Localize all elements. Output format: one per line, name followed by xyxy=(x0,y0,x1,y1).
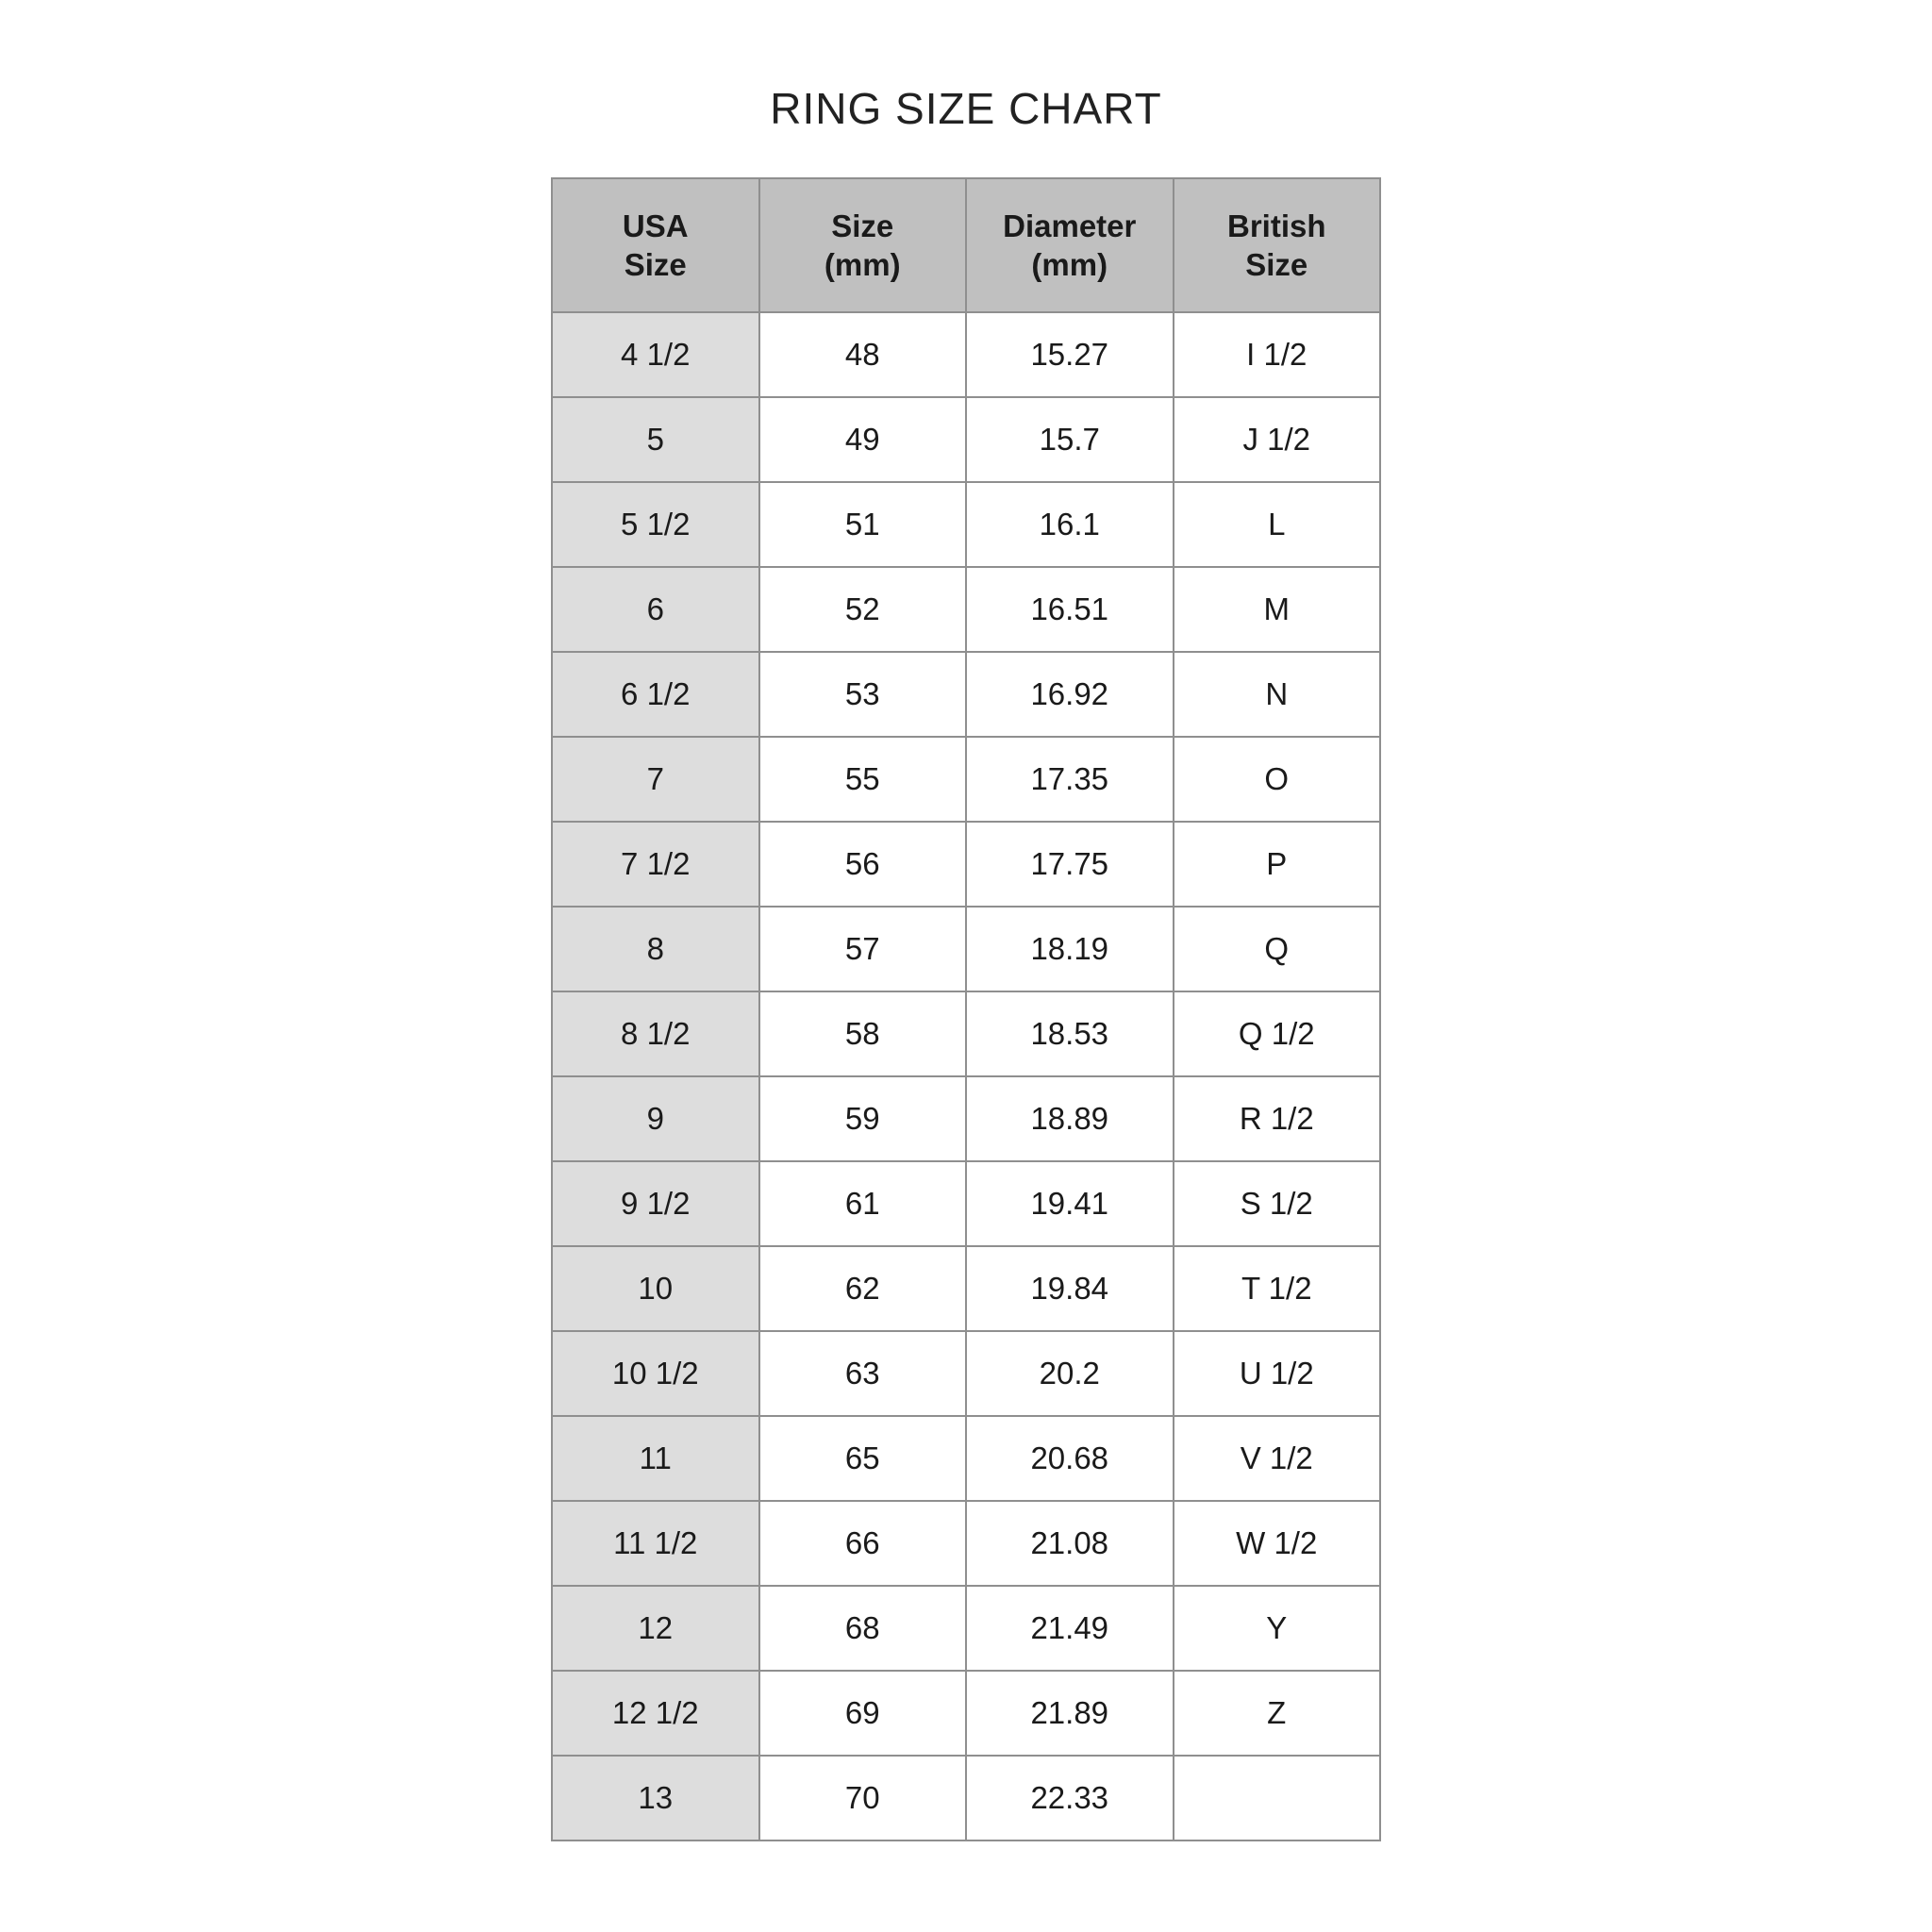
cell-british-size: S 1/2 xyxy=(1174,1161,1381,1246)
cell-usa-size: 6 xyxy=(552,567,759,652)
cell-size-mm: 55 xyxy=(759,737,967,822)
cell-diameter-mm: 21.49 xyxy=(966,1586,1174,1671)
column-header-british-size-line2: Size xyxy=(1245,247,1308,282)
cell-diameter-mm: 20.2 xyxy=(966,1331,1174,1416)
cell-usa-size: 7 1/2 xyxy=(552,822,759,907)
cell-size-mm: 48 xyxy=(759,312,967,397)
cell-british-size: W 1/2 xyxy=(1174,1501,1381,1586)
cell-british-size: N xyxy=(1174,652,1381,737)
column-header-usa-size-line2: Size xyxy=(624,247,687,282)
cell-usa-size: 11 xyxy=(552,1416,759,1501)
column-header-diameter-mm xyxy=(966,178,1174,312)
column-header-british-size-line1: British xyxy=(1226,208,1326,243)
cell-size-mm: 69 xyxy=(759,1671,967,1756)
cell-diameter-mm: 16.92 xyxy=(966,652,1174,737)
table-row xyxy=(552,907,1380,991)
cell-british-size: Q xyxy=(1174,907,1381,991)
table-row xyxy=(552,482,1380,567)
table-row xyxy=(552,567,1380,652)
cell-british-size: Q 1/2 xyxy=(1174,991,1381,1076)
cell-diameter-mm: 15.27 xyxy=(966,312,1174,397)
cell-usa-size: 10 xyxy=(552,1246,759,1331)
cell-british-size: O xyxy=(1174,737,1381,822)
cell-usa-size: 8 xyxy=(552,907,759,991)
cell-size-mm: 51 xyxy=(759,482,967,567)
cell-usa-size: 11 1/2 xyxy=(552,1501,759,1586)
ring-size-table xyxy=(551,177,1381,1841)
cell-usa-size: 4 1/2 xyxy=(552,312,759,397)
cell-british-size: P xyxy=(1174,822,1381,907)
page-title: RING SIZE CHART xyxy=(770,84,1162,133)
table-row xyxy=(552,991,1380,1076)
cell-size-mm: 63 xyxy=(759,1331,967,1416)
cell-usa-size: 12 xyxy=(552,1586,759,1671)
cell-diameter-mm: 22.33 xyxy=(966,1756,1174,1840)
table-row xyxy=(552,1501,1380,1586)
cell-size-mm: 65 xyxy=(759,1416,967,1501)
cell-size-mm: 59 xyxy=(759,1076,967,1161)
cell-british-size: U 1/2 xyxy=(1174,1331,1381,1416)
cell-british-size: J 1/2 xyxy=(1174,397,1381,482)
cell-british-size: Y xyxy=(1174,1586,1381,1671)
table-row xyxy=(552,1161,1380,1246)
cell-british-size: T 1/2 xyxy=(1174,1246,1381,1331)
cell-usa-size: 6 1/2 xyxy=(552,652,759,737)
cell-british-size: V 1/2 xyxy=(1174,1416,1381,1501)
column-header-usa-size-line1: USA xyxy=(622,208,689,243)
cell-diameter-mm: 20.68 xyxy=(966,1416,1174,1501)
table-row xyxy=(552,1586,1380,1671)
table-header xyxy=(552,178,1380,312)
cell-diameter-mm: 17.75 xyxy=(966,822,1174,907)
column-header-diameter-mm-line2: (mm) xyxy=(1031,247,1108,282)
table-row xyxy=(552,1416,1380,1501)
cell-size-mm: 70 xyxy=(759,1756,967,1840)
cell-size-mm: 57 xyxy=(759,907,967,991)
column-header-usa-size xyxy=(552,178,759,312)
column-header-diameter-mm-line1: Diameter xyxy=(1003,208,1137,243)
cell-usa-size: 5 1/2 xyxy=(552,482,759,567)
table-row xyxy=(552,397,1380,482)
cell-usa-size: 5 xyxy=(552,397,759,482)
column-header-size-mm-line2: (mm) xyxy=(824,247,901,282)
cell-size-mm: 61 xyxy=(759,1161,967,1246)
cell-size-mm: 52 xyxy=(759,567,967,652)
column-header-size-mm-line1: Size xyxy=(831,208,894,243)
table-row xyxy=(552,1246,1380,1331)
table-row xyxy=(552,737,1380,822)
cell-diameter-mm: 16.1 xyxy=(966,482,1174,567)
cell-usa-size: 12 1/2 xyxy=(552,1671,759,1756)
table-header-row xyxy=(552,178,1380,312)
cell-british-size: I 1/2 xyxy=(1174,312,1381,397)
cell-british-size: M xyxy=(1174,567,1381,652)
cell-usa-size: 9 xyxy=(552,1076,759,1161)
table-row xyxy=(552,1756,1380,1840)
cell-british-size: Z xyxy=(1174,1671,1381,1756)
table-row xyxy=(552,312,1380,397)
table-body xyxy=(552,312,1380,1840)
cell-british-size: L xyxy=(1174,482,1381,567)
cell-size-mm: 68 xyxy=(759,1586,967,1671)
cell-size-mm: 58 xyxy=(759,991,967,1076)
cell-size-mm: 53 xyxy=(759,652,967,737)
cell-size-mm: 66 xyxy=(759,1501,967,1586)
cell-size-mm: 56 xyxy=(759,822,967,907)
cell-diameter-mm: 16.51 xyxy=(966,567,1174,652)
cell-diameter-mm: 17.35 xyxy=(966,737,1174,822)
column-header-size-mm xyxy=(759,178,967,312)
cell-usa-size: 13 xyxy=(552,1756,759,1840)
cell-diameter-mm: 19.84 xyxy=(966,1246,1174,1331)
cell-diameter-mm: 18.89 xyxy=(966,1076,1174,1161)
cell-usa-size: 10 1/2 xyxy=(552,1331,759,1416)
table-row xyxy=(552,822,1380,907)
table-row xyxy=(552,1331,1380,1416)
cell-diameter-mm: 18.53 xyxy=(966,991,1174,1076)
cell-diameter-mm: 21.08 xyxy=(966,1501,1174,1586)
cell-diameter-mm: 19.41 xyxy=(966,1161,1174,1246)
column-header-british-size xyxy=(1174,178,1381,312)
cell-usa-size: 9 1/2 xyxy=(552,1161,759,1246)
table-row xyxy=(552,652,1380,737)
cell-british-size xyxy=(1174,1756,1381,1840)
cell-diameter-mm: 15.7 xyxy=(966,397,1174,482)
cell-size-mm: 62 xyxy=(759,1246,967,1331)
table-row xyxy=(552,1671,1380,1756)
cell-usa-size: 8 1/2 xyxy=(552,991,759,1076)
cell-size-mm: 49 xyxy=(759,397,967,482)
cell-usa-size: 7 xyxy=(552,737,759,822)
table-row xyxy=(552,1076,1380,1161)
cell-diameter-mm: 18.19 xyxy=(966,907,1174,991)
cell-diameter-mm: 21.89 xyxy=(966,1671,1174,1756)
cell-british-size: R 1/2 xyxy=(1174,1076,1381,1161)
